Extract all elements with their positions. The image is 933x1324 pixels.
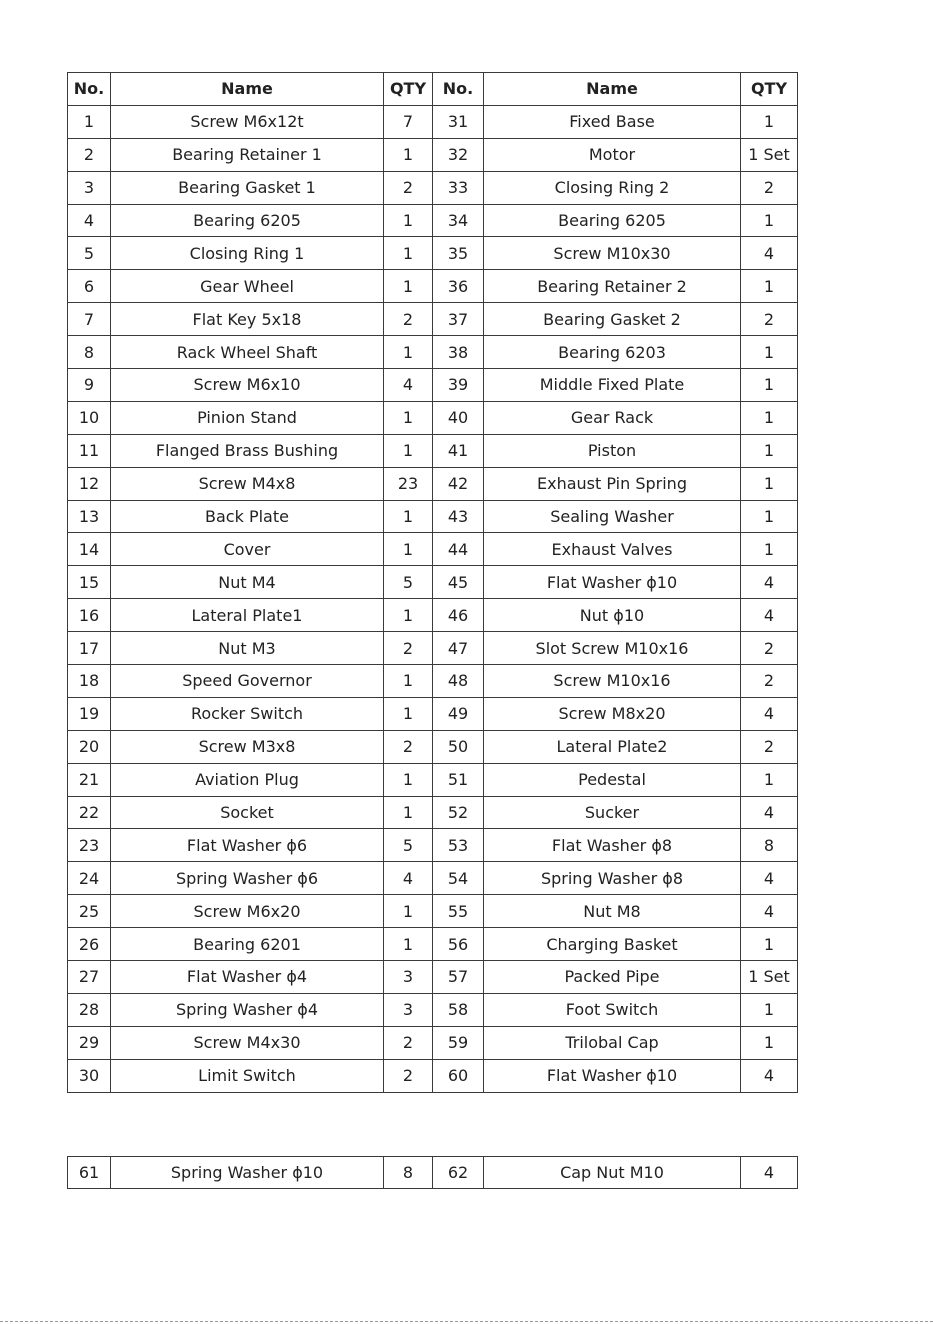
parts-table-body [68, 105, 798, 1092]
table-row [68, 1157, 798, 1189]
part-quantity: 1 [741, 401, 798, 434]
part-name: Charging Basket [484, 928, 741, 961]
table-row [68, 369, 798, 402]
part-quantity: 1 [741, 533, 798, 566]
part-quantity: 2 [741, 303, 798, 336]
part-quantity: 2 [384, 1026, 433, 1059]
part-name: Bearing Gasket 1 [111, 171, 384, 204]
table-row [68, 566, 798, 599]
part-number: 44 [433, 533, 484, 566]
table-row [68, 1026, 798, 1059]
part-quantity: 1 [384, 336, 433, 369]
table-row [68, 862, 798, 895]
part-name: Screw M3x8 [111, 730, 384, 763]
part-number: 1 [68, 105, 111, 138]
part-name: Bearing 6201 [111, 928, 384, 961]
part-name: Socket [111, 796, 384, 829]
part-number: 8 [68, 336, 111, 369]
part-number: 39 [433, 369, 484, 402]
part-name: Screw M6x20 [111, 895, 384, 928]
part-number: 21 [68, 763, 111, 796]
part-quantity: 1 [384, 237, 433, 270]
part-quantity: 1 [384, 533, 433, 566]
table-row [68, 105, 798, 138]
part-number: 60 [433, 1059, 484, 1092]
part-number: 31 [433, 105, 484, 138]
table-row [68, 138, 798, 171]
part-name: Cap Nut M10 [484, 1157, 741, 1189]
part-quantity: 3 [384, 961, 433, 994]
part-number: 48 [433, 665, 484, 698]
part-number: 25 [68, 895, 111, 928]
part-number: 56 [433, 928, 484, 961]
part-name: Aviation Plug [111, 763, 384, 796]
part-name: Cover [111, 533, 384, 566]
part-number: 40 [433, 401, 484, 434]
part-quantity: 5 [384, 829, 433, 862]
table-row [68, 993, 798, 1026]
table-row [68, 697, 798, 730]
part-quantity: 4 [741, 895, 798, 928]
part-name: Rack Wheel Shaft [111, 336, 384, 369]
table-row [68, 599, 798, 632]
table-row [68, 895, 798, 928]
part-quantity: 23 [384, 467, 433, 500]
part-number: 59 [433, 1026, 484, 1059]
header-qty: QTY [741, 73, 798, 106]
part-name: Spring Washer ϕ6 [111, 862, 384, 895]
table-row [68, 467, 798, 500]
part-name: Piston [484, 434, 741, 467]
part-number: 28 [68, 993, 111, 1026]
part-name: Flat Washer ϕ10 [484, 1059, 741, 1092]
part-name: Fixed Base [484, 105, 741, 138]
part-number: 12 [68, 467, 111, 500]
part-number: 46 [433, 599, 484, 632]
table-row [68, 763, 798, 796]
part-name: Pedestal [484, 763, 741, 796]
part-name: Lateral Plate1 [111, 599, 384, 632]
part-number: 9 [68, 369, 111, 402]
part-name: Screw M10x16 [484, 665, 741, 698]
part-number: 35 [433, 237, 484, 270]
table-row [68, 632, 798, 665]
table-row [68, 796, 798, 829]
part-quantity: 2 [384, 171, 433, 204]
part-quantity: 1 [741, 467, 798, 500]
part-quantity: 1 [384, 204, 433, 237]
table-row [68, 303, 798, 336]
part-quantity: 2 [741, 665, 798, 698]
part-quantity: 1 [384, 138, 433, 171]
part-number: 38 [433, 336, 484, 369]
part-number: 19 [68, 697, 111, 730]
part-number: 54 [433, 862, 484, 895]
part-number: 57 [433, 961, 484, 994]
part-number: 30 [68, 1059, 111, 1092]
part-name: Closing Ring 1 [111, 237, 384, 270]
part-name: Speed Governor [111, 665, 384, 698]
table-row [68, 961, 798, 994]
part-number: 53 [433, 829, 484, 862]
part-number: 43 [433, 500, 484, 533]
part-quantity: 1 [741, 204, 798, 237]
part-number: 13 [68, 500, 111, 533]
part-number: 4 [68, 204, 111, 237]
part-quantity: 4 [741, 697, 798, 730]
part-quantity: 1 Set [741, 138, 798, 171]
part-name: Sucker [484, 796, 741, 829]
part-quantity: 1 [741, 763, 798, 796]
part-quantity: 4 [741, 1157, 798, 1189]
part-name: Nut M8 [484, 895, 741, 928]
part-number: 23 [68, 829, 111, 862]
part-quantity: 2 [384, 1059, 433, 1092]
part-number: 58 [433, 993, 484, 1026]
extra-parts-table [67, 1156, 798, 1189]
part-number: 22 [68, 796, 111, 829]
part-number: 52 [433, 796, 484, 829]
part-quantity: 2 [741, 632, 798, 665]
part-number: 55 [433, 895, 484, 928]
part-number: 51 [433, 763, 484, 796]
part-quantity: 4 [741, 796, 798, 829]
part-name: Closing Ring 2 [484, 171, 741, 204]
part-quantity: 8 [741, 829, 798, 862]
part-name: Bearing 6205 [111, 204, 384, 237]
part-name: Bearing 6205 [484, 204, 741, 237]
part-quantity: 1 Set [741, 961, 798, 994]
part-name: Pinion Stand [111, 401, 384, 434]
header-name: Name [111, 73, 384, 106]
part-number: 16 [68, 599, 111, 632]
part-number: 2 [68, 138, 111, 171]
part-name: Slot Screw M10x16 [484, 632, 741, 665]
part-quantity: 1 [741, 434, 798, 467]
part-name: Nut M4 [111, 566, 384, 599]
part-name: Flat Washer ϕ10 [484, 566, 741, 599]
part-name: Sealing Washer [484, 500, 741, 533]
part-name: Flat Key 5x18 [111, 303, 384, 336]
part-quantity: 2 [741, 730, 798, 763]
part-quantity: 1 [384, 895, 433, 928]
part-number: 41 [433, 434, 484, 467]
part-number: 7 [68, 303, 111, 336]
part-name: Trilobal Cap [484, 1026, 741, 1059]
table-row [68, 665, 798, 698]
part-name: Packed Pipe [484, 961, 741, 994]
part-number: 26 [68, 928, 111, 961]
part-quantity: 1 [384, 697, 433, 730]
part-name: Back Plate [111, 500, 384, 533]
part-name: Spring Washer ϕ8 [484, 862, 741, 895]
part-quantity: 1 [384, 928, 433, 961]
part-name: Lateral Plate2 [484, 730, 741, 763]
part-quantity: 1 [384, 599, 433, 632]
part-name: Screw M4x30 [111, 1026, 384, 1059]
part-number: 45 [433, 566, 484, 599]
part-number: 36 [433, 270, 484, 303]
part-number: 47 [433, 632, 484, 665]
part-name: Screw M6x10 [111, 369, 384, 402]
part-name: Flat Washer ϕ8 [484, 829, 741, 862]
part-quantity: 1 [741, 369, 798, 402]
table-row [68, 434, 798, 467]
part-quantity: 4 [384, 369, 433, 402]
part-number: 17 [68, 632, 111, 665]
part-quantity: 2 [741, 171, 798, 204]
part-number: 14 [68, 533, 111, 566]
part-quantity: 4 [741, 237, 798, 270]
part-quantity: 1 [741, 336, 798, 369]
part-name: Limit Switch [111, 1059, 384, 1092]
header-name: Name [484, 73, 741, 106]
part-quantity: 4 [741, 862, 798, 895]
part-name: Exhaust Valves [484, 533, 741, 566]
table-row [68, 204, 798, 237]
part-name: Spring Washer ϕ10 [111, 1157, 384, 1189]
part-name: Screw M10x30 [484, 237, 741, 270]
part-quantity: 7 [384, 105, 433, 138]
page-bottom-divider [0, 1321, 933, 1322]
part-number: 20 [68, 730, 111, 763]
part-name: Middle Fixed Plate [484, 369, 741, 402]
part-quantity: 1 [741, 928, 798, 961]
part-name: Bearing Retainer 2 [484, 270, 741, 303]
part-name: Exhaust Pin Spring [484, 467, 741, 500]
part-number: 15 [68, 566, 111, 599]
part-name: Spring Washer ϕ4 [111, 993, 384, 1026]
part-quantity: 8 [384, 1157, 433, 1189]
part-quantity: 1 [384, 665, 433, 698]
header-no: No. [68, 73, 111, 106]
part-number: 24 [68, 862, 111, 895]
part-number: 10 [68, 401, 111, 434]
part-quantity: 2 [384, 632, 433, 665]
part-quantity: 1 [741, 993, 798, 1026]
part-number: 61 [68, 1157, 111, 1189]
table-row [68, 401, 798, 434]
part-name: Nut ϕ10 [484, 599, 741, 632]
part-quantity: 4 [741, 1059, 798, 1092]
table-row [68, 829, 798, 862]
table-row [68, 500, 798, 533]
part-name: Bearing Gasket 2 [484, 303, 741, 336]
part-quantity: 1 [384, 763, 433, 796]
table-row [68, 730, 798, 763]
part-number: 32 [433, 138, 484, 171]
part-number: 18 [68, 665, 111, 698]
part-number: 42 [433, 467, 484, 500]
part-name: Flat Washer ϕ6 [111, 829, 384, 862]
part-number: 49 [433, 697, 484, 730]
part-name: Flat Washer ϕ4 [111, 961, 384, 994]
table-row [68, 928, 798, 961]
part-name: Rocker Switch [111, 697, 384, 730]
part-name: Bearing Retainer 1 [111, 138, 384, 171]
part-number: 62 [433, 1157, 484, 1189]
part-quantity: 1 [741, 270, 798, 303]
part-quantity: 1 [384, 500, 433, 533]
part-number: 37 [433, 303, 484, 336]
part-name: Bearing 6203 [484, 336, 741, 369]
part-quantity: 4 [741, 566, 798, 599]
part-number: 33 [433, 171, 484, 204]
table-row [68, 237, 798, 270]
part-number: 34 [433, 204, 484, 237]
part-name: Screw M6x12t [111, 105, 384, 138]
header-qty: QTY [384, 73, 433, 106]
part-quantity: 1 [741, 1026, 798, 1059]
part-number: 5 [68, 237, 111, 270]
part-number: 27 [68, 961, 111, 994]
parts-list-table [67, 72, 798, 1093]
header-no: No. [433, 73, 484, 106]
part-number: 3 [68, 171, 111, 204]
part-name: Screw M4x8 [111, 467, 384, 500]
part-name: Gear Wheel [111, 270, 384, 303]
part-name: Flanged Brass Bushing [111, 434, 384, 467]
part-quantity: 1 [384, 270, 433, 303]
part-name: Nut M3 [111, 632, 384, 665]
part-number: 6 [68, 270, 111, 303]
table-row [68, 533, 798, 566]
table-row [68, 171, 798, 204]
table-header-row [68, 73, 798, 106]
part-quantity: 1 [741, 105, 798, 138]
part-quantity: 4 [741, 599, 798, 632]
part-quantity: 2 [384, 303, 433, 336]
part-quantity: 1 [384, 796, 433, 829]
part-quantity: 3 [384, 993, 433, 1026]
part-quantity: 5 [384, 566, 433, 599]
part-number: 50 [433, 730, 484, 763]
part-number: 29 [68, 1026, 111, 1059]
part-name: Motor [484, 138, 741, 171]
table-row [68, 1059, 798, 1092]
part-name: Screw M8x20 [484, 697, 741, 730]
part-name: Gear Rack [484, 401, 741, 434]
part-quantity: 4 [384, 862, 433, 895]
part-quantity: 1 [384, 401, 433, 434]
table-row [68, 270, 798, 303]
part-quantity: 2 [384, 730, 433, 763]
table-row [68, 336, 798, 369]
part-quantity: 1 [741, 500, 798, 533]
part-quantity: 1 [384, 434, 433, 467]
part-name: Foot Switch [484, 993, 741, 1026]
part-number: 11 [68, 434, 111, 467]
